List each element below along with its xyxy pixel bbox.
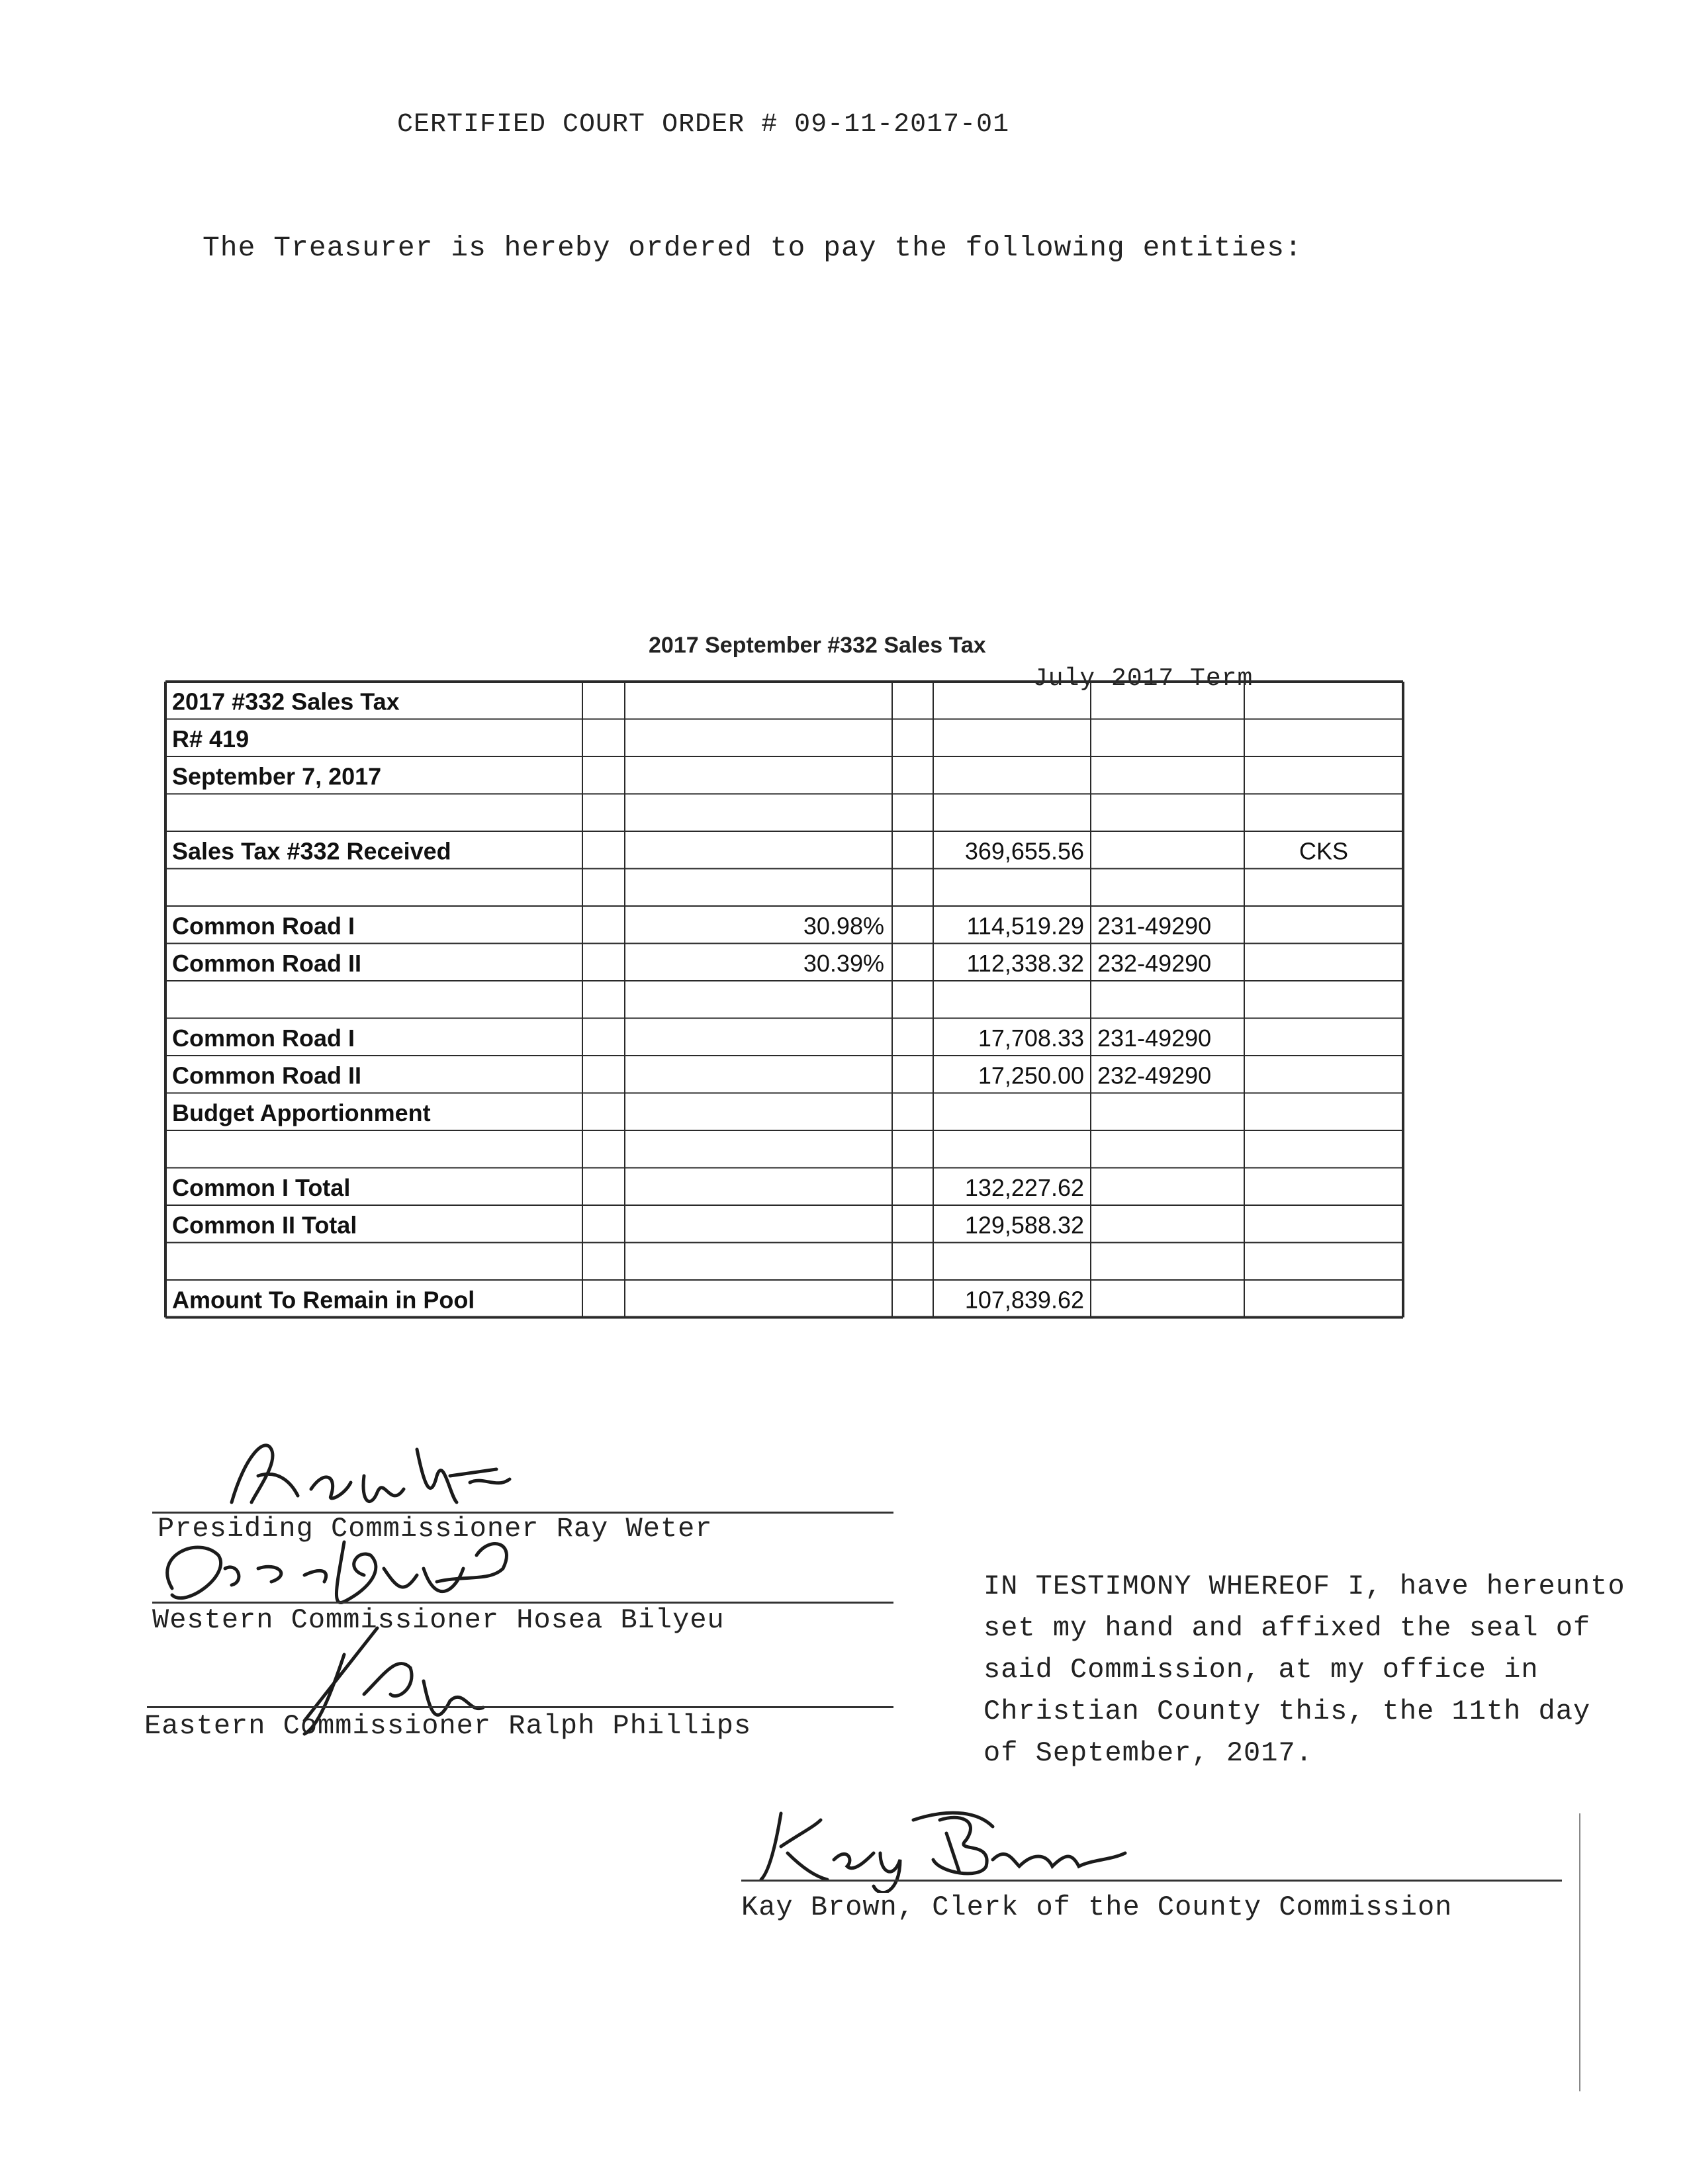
- clerk-label: Kay Brown, Clerk of the County Commission: [741, 1891, 1453, 1923]
- presiding-signature-mark: [218, 1430, 536, 1522]
- row-amount: 17,708.33: [978, 1024, 1084, 1052]
- row-percentage: 30.98%: [803, 912, 884, 940]
- table-title: 2017 September #332 Sales Tax: [649, 633, 986, 658]
- western-signature-line: [152, 1602, 893, 1604]
- row-amount: 129,588.32: [964, 1211, 1084, 1239]
- row-amount: 114,519.29: [966, 912, 1084, 940]
- row-account-number: 231-49290: [1097, 1024, 1212, 1052]
- row-account-number: 232-49290: [1097, 1062, 1212, 1089]
- row-amount: 112,338.32: [966, 950, 1084, 977]
- testimony-paragraph: IN TESTIMONY WHEREOF I, have hereunto set my hand and affixed the seal of said Commission, at my office in Christian County this, the 11th day of September, 2017.: [983, 1570, 1625, 1769]
- row-label: Budget Apportionment: [172, 1099, 431, 1126]
- row-amount: 107,839.62: [964, 1286, 1084, 1314]
- row-account-number: 231-49290: [1097, 912, 1212, 940]
- row-label: Common Road I: [172, 1024, 355, 1052]
- row-label: Amount To Remain in Pool: [172, 1286, 475, 1314]
- scan-margin-line: [1579, 1813, 1580, 2091]
- ledger-cells: [172, 688, 1348, 1314]
- western-commissioner-label: Western Commissioner Hosea Bilyeu: [152, 1604, 725, 1636]
- row-account-number: 232-49290: [1097, 950, 1212, 977]
- row-label: Sales Tax #332 Received: [172, 837, 451, 865]
- row-label: Common II Total: [172, 1211, 357, 1239]
- row-amount: 369,655.56: [964, 837, 1084, 865]
- row-label: 2017 #332 Sales Tax: [172, 688, 400, 715]
- clerk-signature-line: [741, 1880, 1562, 1882]
- row-label: Common Road II: [172, 950, 361, 977]
- row-amount: 17,250.00: [978, 1062, 1084, 1089]
- presiding-commissioner-label: Presiding Commissioner Ray Weter: [158, 1513, 713, 1545]
- clerk-signature-mark: [741, 1800, 1152, 1893]
- row-note: CKS: [1299, 837, 1349, 865]
- row-label: September 7, 2017: [172, 762, 382, 790]
- order-title: CERTIFIED COURT ORDER # 09-11-2017-01: [397, 110, 1010, 140]
- order-intro: The Treasurer is hereby ordered to pay the following entities:: [203, 232, 1302, 264]
- eastern-commissioner-label: Eastern Commissioner Ralph Phillips: [144, 1710, 752, 1742]
- row-amount: 132,227.62: [964, 1174, 1084, 1201]
- eastern-signature-line: [147, 1706, 893, 1708]
- term-label: July 2017 Term: [1032, 664, 1254, 693]
- row-label: R# 419: [172, 725, 250, 752]
- row-label: Common Road II: [172, 1062, 361, 1089]
- row-label: Common Road I: [172, 912, 355, 940]
- row-percentage: 30.39%: [803, 950, 884, 977]
- row-label: Common I Total: [172, 1174, 351, 1201]
